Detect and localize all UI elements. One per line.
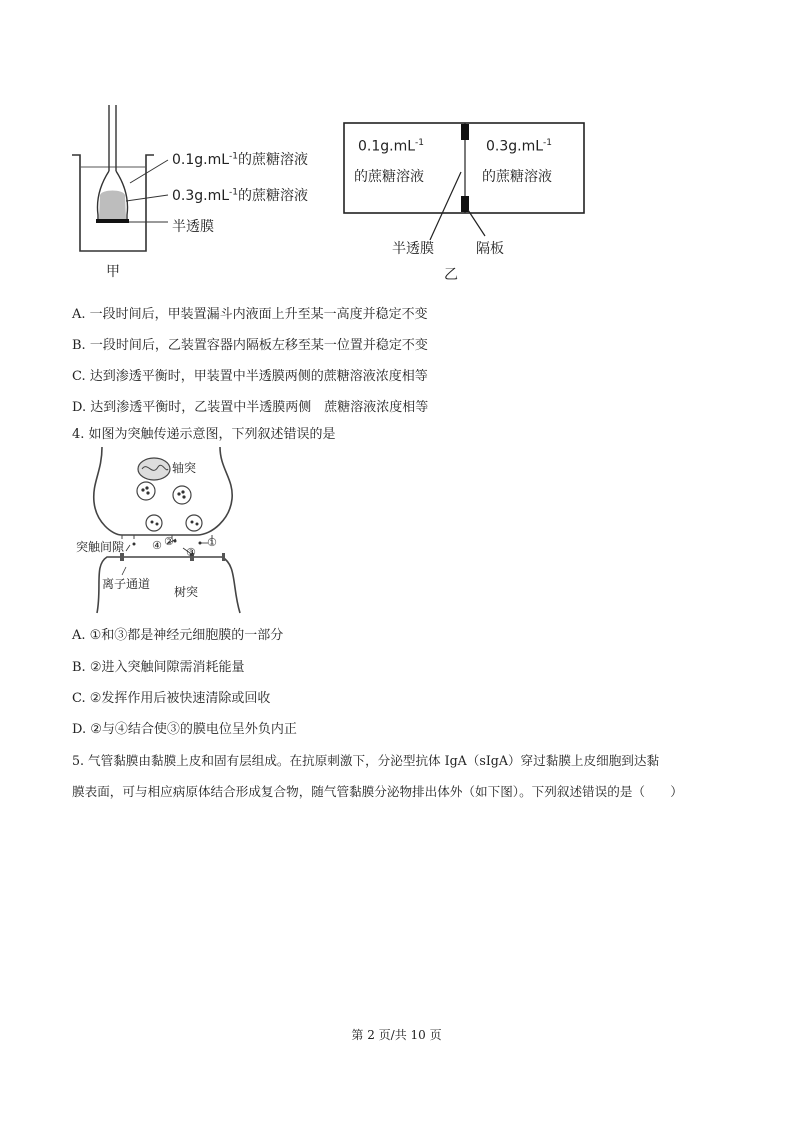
synapse-label-axon: 轴突 (172, 461, 197, 475)
yi-right-line1: $0.3g.mL^{-1}$ (486, 138, 553, 155)
yi-caption: 乙 (444, 267, 458, 283)
q4-stem: 4. 如图为突触传递示意图，下列叙述错误的是 (72, 427, 336, 442)
synapse-label-2: ② (164, 535, 174, 548)
figure-yi (340, 118, 600, 288)
yi-right-line2: 的蔗糖溶液 (482, 169, 552, 185)
synapse-label-cleft: 突触间隙 (76, 540, 125, 554)
q3-option-b: B. 一段时间后，乙装置容器内隔板左移至某一位置并稳定不变 (72, 338, 428, 353)
yi-label-membrane: 半透膜 (392, 241, 434, 257)
q4-option-a: A. ①和③都是神经元细胞膜的一部分 (72, 628, 284, 643)
yi-left-line1: $0.1g.mL^{-1}$ (358, 138, 425, 155)
page-footer: 第 2 页/共 10 页 (351, 1028, 442, 1042)
jia-label-mid: $0.3g.mL^{-1}$的蔗糖溶液 (172, 187, 309, 204)
q3-option-c: C. 达到渗透平衡时，甲装置中半透膜两侧的蔗糖溶液浓度相等 (72, 369, 428, 384)
figure-jia (60, 105, 340, 285)
q5-line2: 膜表面，可与相应病原体结合形成复合物，随气管黏膜分泌物排出体外（如下图）。下列叙述错误的是（ ） (72, 784, 683, 799)
yi-label-partition: 隔板 (476, 241, 504, 257)
synapse-label-channel: 离子通道 (102, 577, 151, 591)
synapse-label-1: ① (207, 536, 217, 549)
q3-option-d: D. 达到渗透平衡时，乙装置中半透膜两侧 蔗糖溶液浓度相等 (72, 400, 429, 415)
synapse-label-3: ③ (186, 546, 196, 559)
q5-line1: 5. 气管黏膜由黏膜上皮和固有层组成。在抗原刺激下，分泌型抗体 IgA（sIgA）穿过黏膜上皮细胞到达黏 (72, 753, 660, 768)
synapse-figure (72, 447, 250, 615)
synapse-label-dendrite: 树突 (174, 585, 199, 599)
synapse-drawing (72, 447, 250, 615)
q4-option-d: D. ②与④结合使③的膜电位呈外负内正 (72, 722, 297, 737)
jia-label-top: $0.1g.mL^{-1}$的蔗糖溶液 (172, 151, 309, 168)
synapse-label-4: ④ (152, 539, 162, 552)
q4-option-b: B. ②进入突触间隙需消耗能量 (72, 660, 245, 675)
jia-caption: 甲 (106, 264, 120, 280)
jia-label-membrane: 半透膜 (172, 219, 214, 235)
q3-option-a: A. 一段时间后，甲装置漏斗内液面上升至某一高度并稳定不变 (72, 307, 428, 322)
q4-option-c: C. ②发挥作用后被快速清除或回收 (72, 691, 271, 706)
yi-left-line2: 的蔗糖溶液 (354, 169, 424, 185)
